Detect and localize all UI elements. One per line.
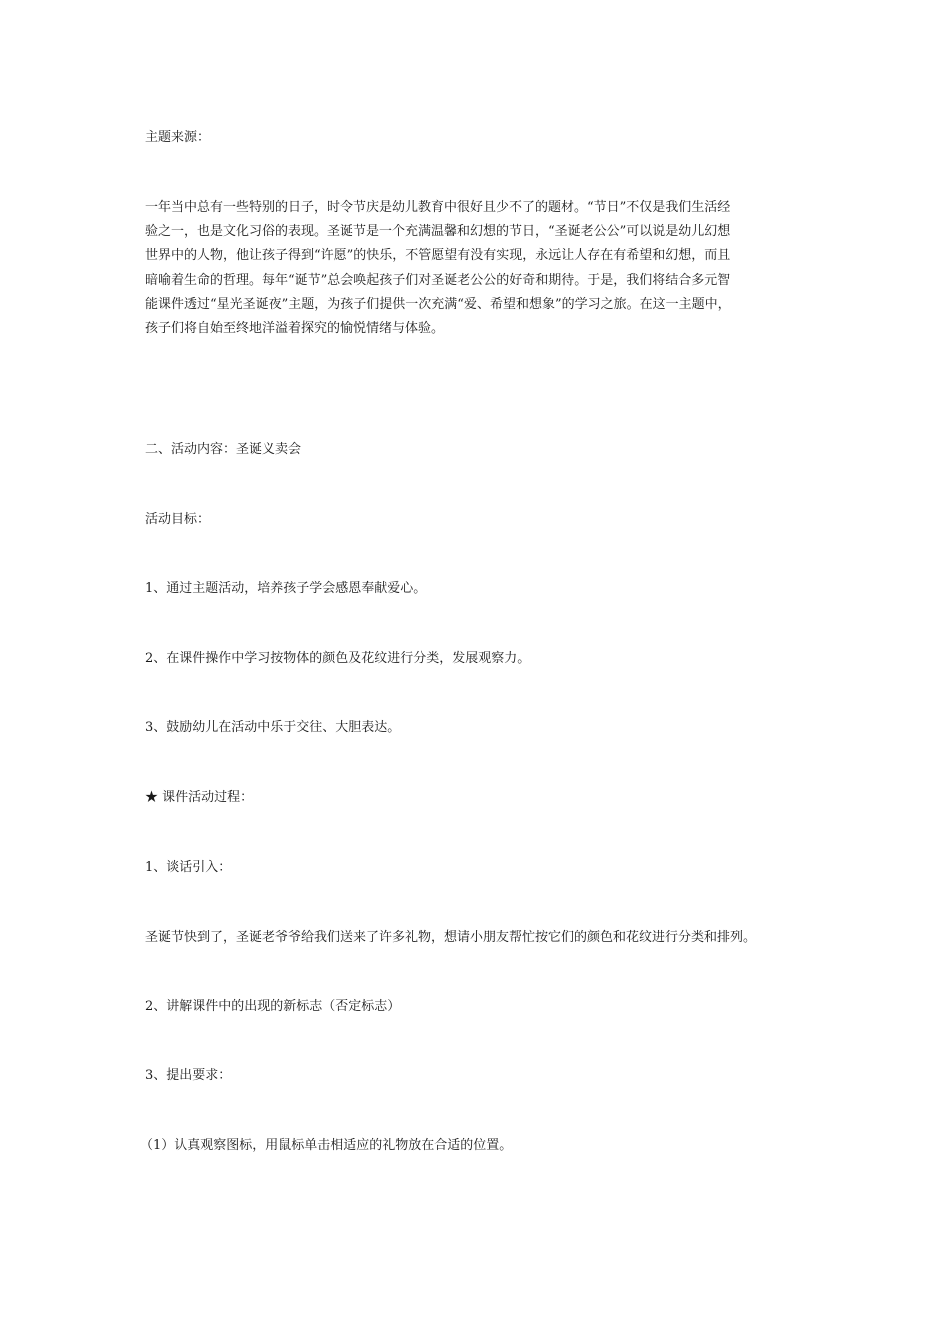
goal-item: 1、通过主题活动，培养孩子学会感恩奉献爱心。 [145,581,427,596]
process-heading: ★ 课件活动过程： [145,790,254,805]
intro-line: 能课件透过“星光圣诞夜”主题，为孩子们提供一次充满“爱、希望和想象”的学习之旅。在这一主题中， [145,296,731,312]
goals-heading: 活动目标： [145,512,211,527]
intro-paragraph [145,196,815,341]
intro-line: 验之一，也是文化习俗的表现。圣诞节是一个充满温馨和幻想的节日，“圣诞老公公”可以说是幼儿幻想 [145,224,731,240]
intro-line: 暗喻着生命的哲理。每年“诞节”总会唤起孩子们对圣诞老公公的好奇和期待。于是，我们将结合多元智 [145,272,731,288]
process-step: 3、提出要求： [145,1068,232,1083]
process-step: 2、讲解课件中的出现的新标志（否定标志） [145,999,401,1014]
process-substep: （1）认真观察图标，用鼠标单击相适应的礼物放在合适的位置。 [140,1138,513,1153]
goal-item: 2、在课件操作中学习按物体的颜色及花纹进行分类，发展观察力。 [145,651,531,666]
activity-content-heading: 二、活动内容：圣诞义卖会 [145,442,302,457]
goal-item: 3、鼓励幼儿在活动中乐于交往、大胆表达。 [145,720,401,735]
heading-theme-source: 主题来源： [145,130,211,145]
intro-line: 一年当中总有一些特别的日子，时令节庆是幼儿教育中很好且少不了的题材。“节日”不仅是我们生活经 [145,200,731,215]
process-step: 1、谈话引入： [145,860,232,875]
intro-line: 世界中的人物，他让孩子得到“许愿”的快乐，不管愿望有没有实现，永远让人存在有希望和幻想，而且 [145,248,731,264]
process-step-detail: 圣诞节快到了，圣诞老爷爷给我们送来了许多礼物，想请小朋友帮忙按它们的颜色和花纹进行分类和排列。 [145,930,757,945]
intro-line: 孩子们将自始至终地洋溢着探究的愉悦情绪与体验。 [145,321,445,337]
